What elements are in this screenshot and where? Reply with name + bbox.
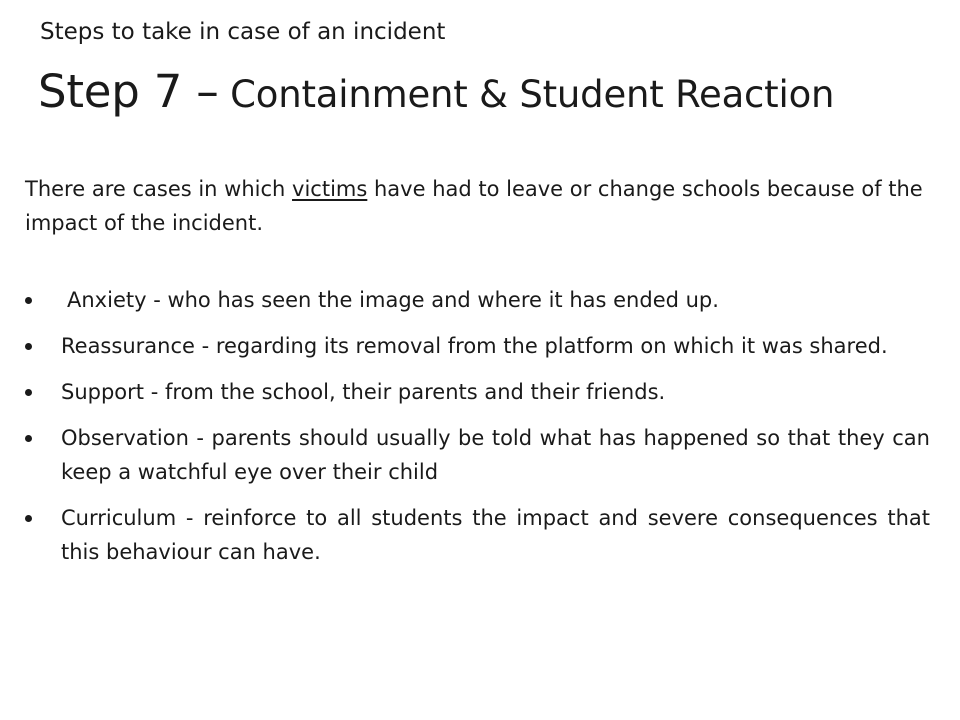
bullet-dot-icon [25, 389, 32, 396]
bullet-dot-icon [25, 343, 32, 350]
bullet-text: Observation - parents should usually be told what has happened so that they can keep a watchful eye over their child [61, 426, 930, 484]
bullet-text: Curriculum - reinforce to all students the impact and severe consequences that this behaviour can have. [61, 506, 930, 564]
slide-subtitle: Steps to take in case of an incident [40, 19, 446, 45]
bullet-text: Support - from the school, their parents and their friends. [61, 380, 666, 404]
bullet-text: Reassurance - regarding its removal from the platform on which it was shared. [61, 334, 888, 358]
bullet-item-anxiety [25, 283, 930, 317]
bullet-dot-icon [25, 297, 32, 304]
bullet-item-observation [25, 421, 930, 489]
bullet-dot-icon [25, 515, 32, 522]
bullet-text: Anxiety - who has seen the image and where it has ended up. [67, 288, 719, 312]
slide-title-step: Step 7 – [38, 65, 219, 118]
slide-title-heading: Containment & Student Reaction [230, 73, 835, 116]
bullet-item-support [25, 375, 930, 409]
bullet-dot-icon [25, 435, 32, 442]
intro-text-after: have had to leave or change schools because of the impact of the incident. [25, 177, 923, 235]
intro-underlined-word: victims [292, 177, 368, 201]
intro-paragraph [25, 172, 930, 240]
bullet-item-reassurance [25, 329, 930, 363]
slide-title [38, 60, 834, 127]
intro-text-before: There are cases in which [25, 177, 293, 201]
bullet-item-curriculum [25, 501, 930, 569]
bullet-list [25, 283, 930, 581]
